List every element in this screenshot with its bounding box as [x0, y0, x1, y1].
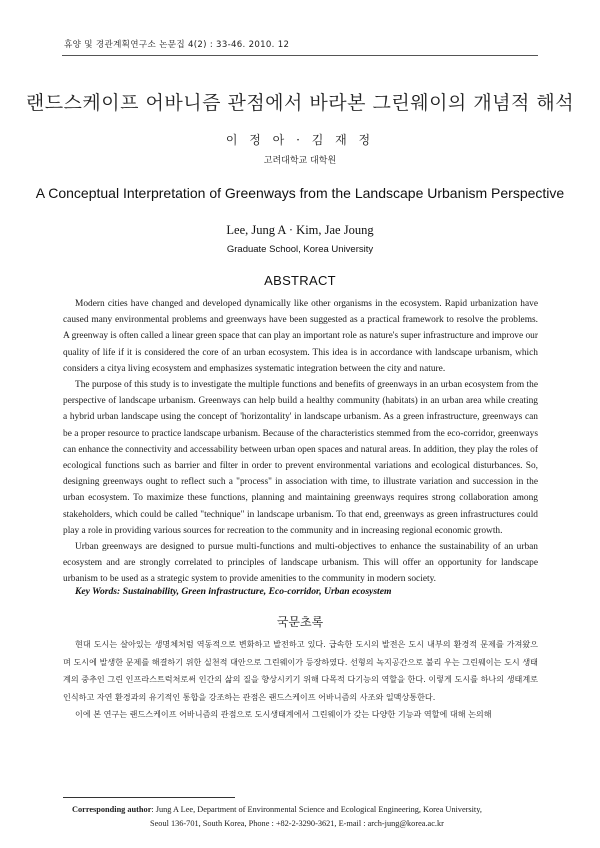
footnote-line1: : Jung A Lee, Department of Environmental Science and Ecological Engineering, Korea University, [151, 805, 482, 814]
abstract-paragraph: Urban greenways are designed to pursue multi-functions and multi-objectives to enhance the sustainability of an urban ecosystem and are strongly correlated to principles of landscape urbanism. This will offer an opportunity for landscape urbanism to be used as a strategic system to provide amenities to the community in modern society. [63, 542, 538, 585]
abstract-paragraph: Modern cities have changed and developed dynamically like other organisms in the ecosystem. Rapid urbanization have caused many environmental problems and greenways have been suggested as a practical framework to resolve the problems. A greenway is often called a linear green space that can play an important role as nature's super infrastructure and improve our quality of life if it is considered the core of an urban ecosystem. This idea is in accordance with landscape urbanism, which considers a citya living ecosystem and emphasizes systematic integration between the city and nature. [63, 299, 538, 374]
english-affiliation: Graduate School, Korea University [226, 244, 374, 255]
korean-affiliation: 고려대학교 대학원 [263, 156, 337, 166]
korean-abstract-paragraph: 현대 도시는 살아있는 생명체처럼 역동적으로 변화하고 발전하고 있다. 급속한 도시의 발전은 도시 내부의 환경적 문제를 가져왔으며 도시에 발생한 문제를 해결하기 위한 실천적 대안으로 그린웨이가 등장하였다. 선형의 녹지공간으로 불리 우는 그린웨이는 도시 생태계의 중추인 그린 인프라스트럭처로써 인간의 삶의 질을 향상시키기 위해 다목적 다기능의 역할을 한다. 이렇게 도시를 하나의 생태계로 인식하고 자연 환경과의 유기적인 통합을 강조하는 관점은 랜드스케이프 어바니즘의 사조와 일맥상통한다. [63, 639, 538, 702]
header-rule [62, 55, 538, 56]
corresponding-author-footnote [72, 803, 542, 831]
abstract-body [63, 296, 538, 588]
journal-header: 휴양 및 경관계획연구소 논문집 4(2) : 33-46. 2010. 12 [64, 40, 290, 50]
footnote-line2: Seoul 136-701, South Korea, Phone : +82-2-3290-3621, E-mail : arch-jung@korea.ac.kr [150, 819, 444, 828]
footnote-rule [63, 797, 235, 798]
korean-abstract-heading: 국문초록 [276, 615, 324, 629]
korean-abstract-paragraph: 이에 본 연구는 랜드스케이프 어바니즘의 관점으로 도시생태계에서 그린웨이가 갖는 다양한 기능과 역할에 대해 논의해 [75, 709, 492, 719]
english-title: A Conceptual Interpretation of Greenways from the Landscape Urbanism Perspective [35, 185, 565, 201]
keywords: Key Words: Sustainability, Green infrastructure, Eco-corridor, Urban ecosystem [75, 586, 392, 597]
abstract-paragraph: The purpose of this study is to investigate the multiple functions and benefits of greenways in an urban ecosystem from the perspective of landscape urbanism. Greenways can help build a healthy community (habitats) in an urban area while creating a hybrid urban landscape using the concept of 'horizontality' in landscape urbanism. As a green infrastructure, greenways can be a proper resource to practice landscape urbanism. Because of the characteristics stemmed from the eco-corridor, greenways can enhance the connectivity and accessability between urban open spaces and natural areas. In addition, they play the roles of ecological functions such as barrier and filter in order to prevent environmental variations and ecological disturbances. So, designing greenways ought to reflect such a "process" in association with time, to illustrate variation and succession in the urban ecosystem. To maximize these functions, planning and maintaining greenways requires strong collaboration among stakeholders, which could be called "technique" in landscape urbanism. To that end, greenways as green infrastructures could play a role in providing various sources for recreation to the community and in increasing regional economic growth. [63, 380, 538, 536]
footnote-label: Corresponding author [72, 805, 152, 814]
korean-authors: 이 정 아 · 김 재 정 [225, 133, 375, 147]
korean-title: 랜드스케이프 어바니즘 관점에서 바라본 그린웨이의 개념적 해석 [25, 92, 575, 114]
abstract-heading: ABSTRACT [264, 273, 336, 288]
korean-abstract-body [63, 636, 538, 724]
english-authors: Lee, Jung A · Kim, Jae Joung [226, 223, 374, 237]
